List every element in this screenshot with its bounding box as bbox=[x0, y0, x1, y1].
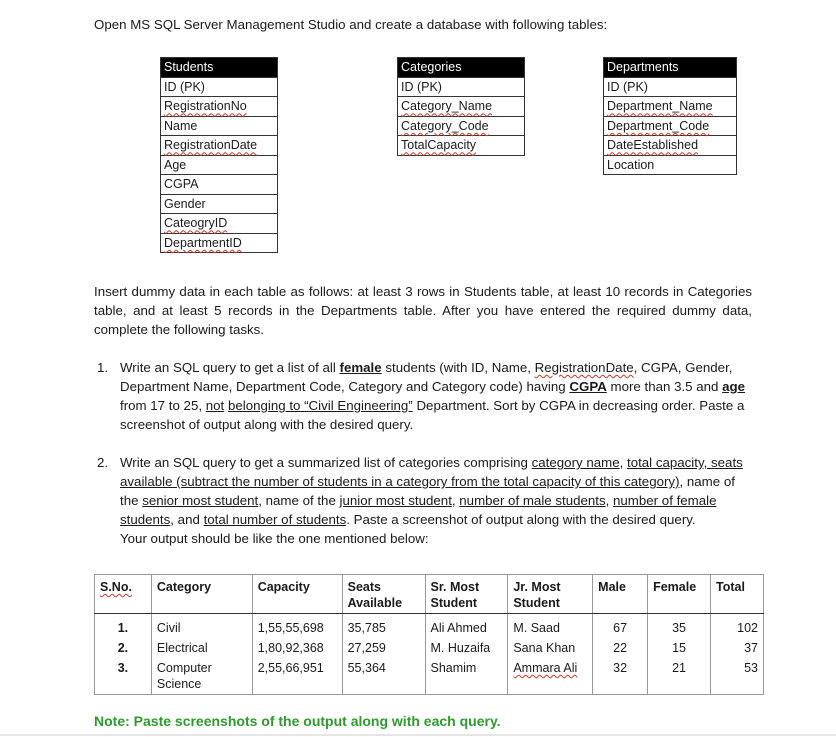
task-2-number: 2. bbox=[97, 455, 109, 470]
col-header: Seats Available bbox=[342, 575, 425, 614]
students-field: RegistrationDate bbox=[164, 138, 258, 153]
task-2 bbox=[94, 453, 752, 565]
categories-table bbox=[397, 57, 525, 156]
departments-field: ID (PK) bbox=[604, 77, 737, 97]
col-header: S.No. bbox=[100, 580, 132, 594]
note-text: Note: Paste screenshots of the output along with each query. bbox=[94, 713, 501, 729]
departments-table bbox=[603, 57, 737, 175]
output-intro: Your output should be like the one mentioned below: bbox=[120, 531, 429, 546]
task-1-number: 1. bbox=[97, 360, 109, 375]
departments-field: Department_Name bbox=[607, 99, 713, 114]
students-field: RegistrationNo bbox=[164, 99, 247, 114]
insert-instructions: Insert dummy data in each table as follows: at least 3 rows in Students table, at least 10 records in Categories table, and at least 5 records in the Departments table. After you have entered the required dummy data, complete the following tasks. bbox=[94, 284, 752, 337]
col-header: Category bbox=[151, 575, 252, 614]
departments-field: Location bbox=[604, 155, 737, 175]
students-field: Name bbox=[161, 116, 278, 136]
students-field: Gender bbox=[161, 194, 278, 214]
col-header: Female bbox=[648, 575, 711, 614]
students-field: ID (PK) bbox=[161, 77, 278, 97]
categories-field: ID (PK) bbox=[398, 77, 525, 97]
table-row: 3. Computer Science 2,55,66,951 55,364 Shamim Ammara Ali 32 21 53 bbox=[95, 658, 764, 695]
students-field: DepartmentID bbox=[164, 235, 242, 250]
task-2-text: Write an SQL query to get a summarized list of categories comprising category name, total capacity, seats available (subtract the number of students in a category from the total capacity of this category), name of the senior most student, name of the junior most student, number of male students, number of female students, and total number of students. Paste a screenshot of output along with the desired query. Your output should be like the one mentioned below: bbox=[120, 455, 743, 546]
students-title: Students bbox=[161, 58, 278, 78]
categories-field: Category_Code bbox=[401, 118, 489, 133]
col-header: Total bbox=[711, 575, 764, 614]
col-header: Male bbox=[593, 575, 648, 614]
categories-field: TotalCapacity bbox=[401, 138, 477, 153]
students-field: CGPA bbox=[161, 175, 278, 195]
departments-field: Department_Code bbox=[607, 118, 710, 133]
categories-field: Category_Name bbox=[401, 99, 493, 114]
students-table bbox=[160, 57, 278, 253]
output-table bbox=[94, 574, 764, 695]
output-header-row bbox=[95, 575, 764, 614]
table-row: 2. Electrical 1,80,92,368 27,259 M. Huzaifa Sana Khan 22 15 37 bbox=[95, 638, 764, 658]
table-row: 1. Civil 1,55,55,698 35,785 Ali Ahmed M. Saad 67 35 102 bbox=[95, 614, 764, 639]
instruction-intro: Open MS SQL Server Management Studio and create a database with following tables: bbox=[94, 17, 608, 32]
students-field: Age bbox=[161, 155, 278, 175]
categories-title: Categories bbox=[398, 58, 525, 78]
page-divider bbox=[0, 734, 836, 736]
col-header: Jr. Most Student bbox=[508, 575, 593, 614]
col-header: Sr. Most Student bbox=[425, 575, 508, 614]
students-field: CateogryID bbox=[164, 216, 228, 231]
col-header: Capacity bbox=[252, 575, 342, 614]
task-1-text: Write an SQL query to get a list of all female students (with ID, Name, RegistrationDate, CGPA, Gender, Department Name, Department Code, Category and Category code) having CGPA more than 3.5 and age from 17 to 25, not belonging to “Civil Engineering” Department. Sort by CGPA in decreasing order. Paste a screenshot of output along with the desired query. bbox=[120, 360, 746, 432]
departments-title: Departments bbox=[604, 58, 737, 78]
task-1 bbox=[94, 358, 752, 434]
departments-field: DateEstablished bbox=[607, 138, 699, 153]
